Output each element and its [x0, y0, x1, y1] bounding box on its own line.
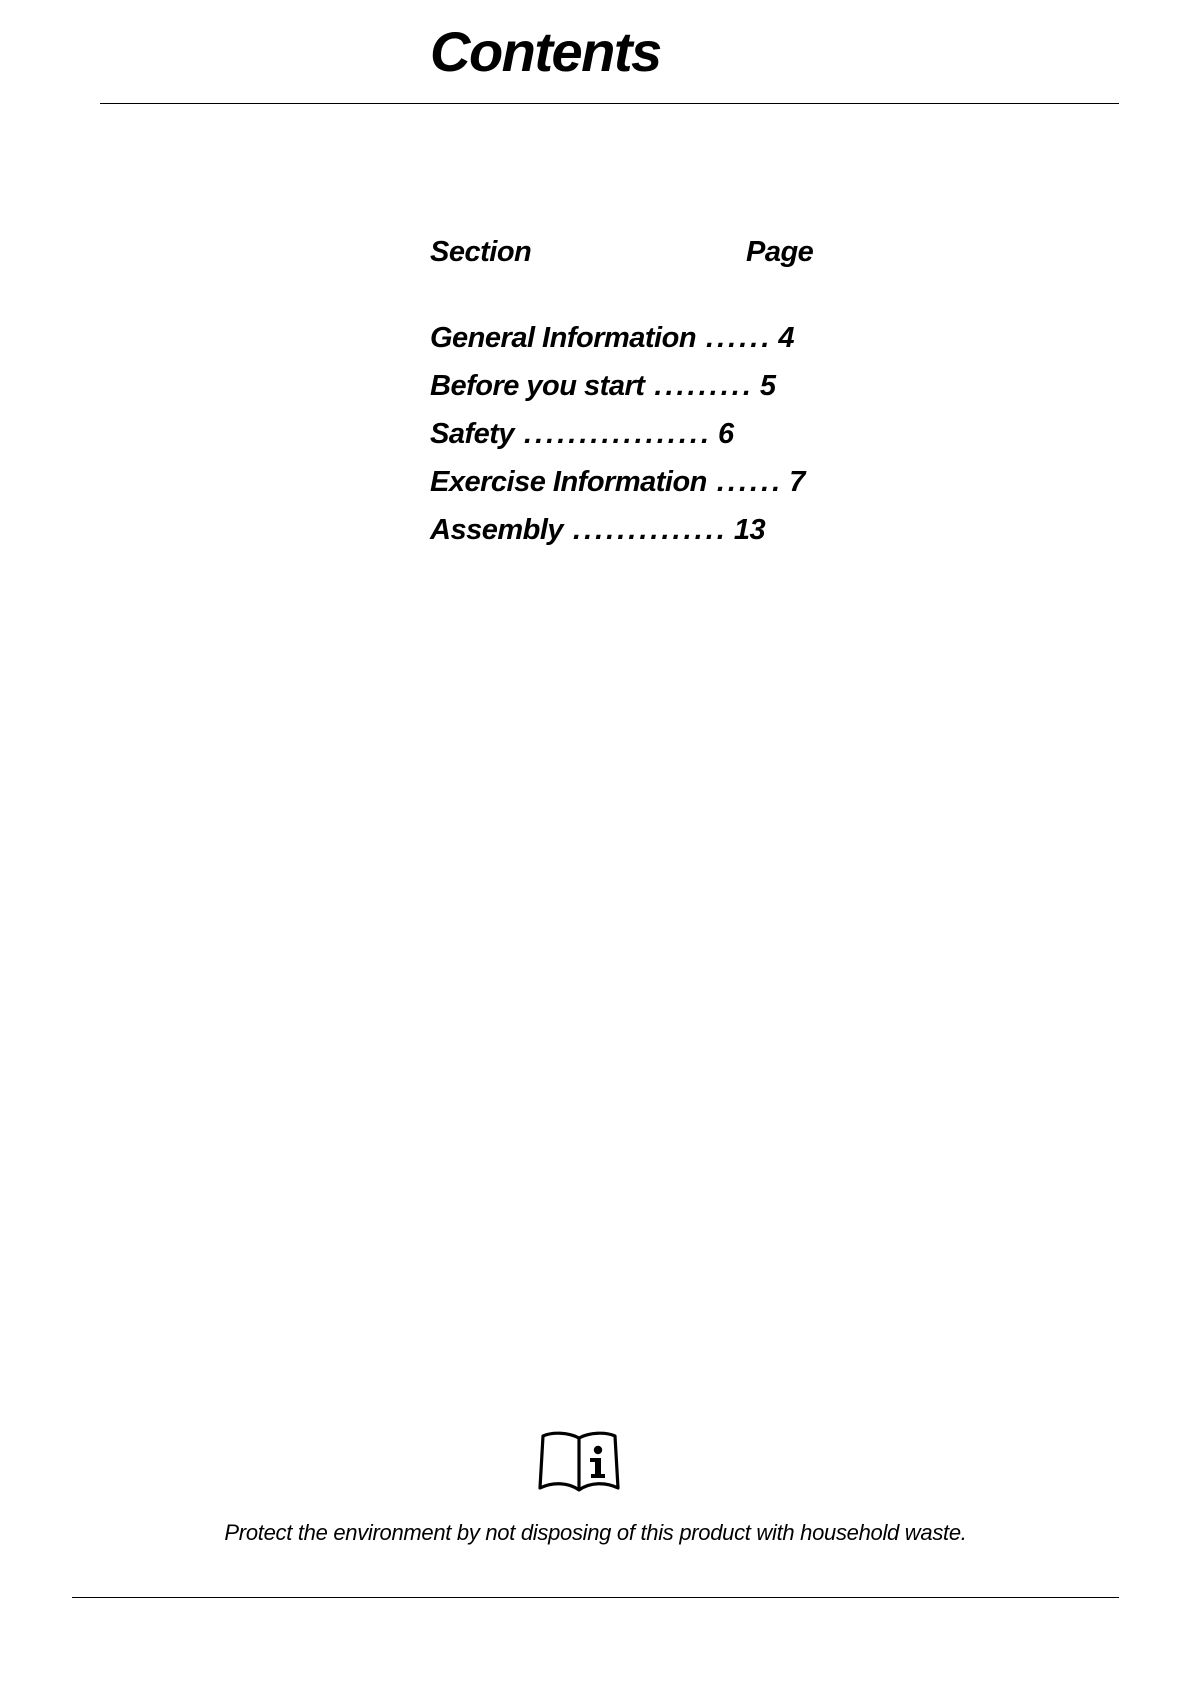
toc-header: [430, 230, 850, 278]
toc-entry-label: Assembly: [430, 514, 564, 546]
toc-entry: [430, 514, 805, 562]
toc-entry-leader: ......: [716, 466, 784, 498]
toc-entry-label: General Information: [430, 322, 697, 354]
manual-info-icon: [538, 1430, 620, 1494]
toc-page-heading: Page: [746, 236, 814, 268]
page-title: Contents: [430, 20, 661, 83]
toc-entry: [430, 370, 805, 418]
toc-entry-label: Exercise Information: [430, 466, 707, 498]
toc-entry-label: Before you start: [430, 370, 645, 402]
table-of-contents: [430, 230, 850, 546]
toc-entry-leader: ..............: [573, 514, 728, 546]
toc-entry: [430, 418, 805, 466]
toc-entry-leader: ......: [706, 322, 773, 354]
toc-entry: [430, 322, 805, 370]
toc-entry-page: 4: [778, 322, 795, 354]
toc-entry-page: 6: [718, 418, 734, 450]
toc-entry-leader: .................: [524, 418, 713, 450]
environment-notice: Protect the environment by not disposing of this product with household waste.: [224, 1520, 967, 1545]
toc-entry-page: 5: [759, 370, 776, 402]
toc-entry: [430, 466, 805, 514]
toc-entry-label: Safety: [430, 418, 515, 450]
toc-entry-leader: .........: [654, 370, 754, 402]
toc-list: [430, 322, 805, 562]
bottom-divider: [72, 1597, 1119, 1598]
toc-entry-page: 7: [789, 466, 805, 498]
top-divider: [100, 103, 1119, 104]
toc-section-heading: Section: [430, 236, 532, 268]
toc-entry-page: 13: [733, 514, 766, 546]
